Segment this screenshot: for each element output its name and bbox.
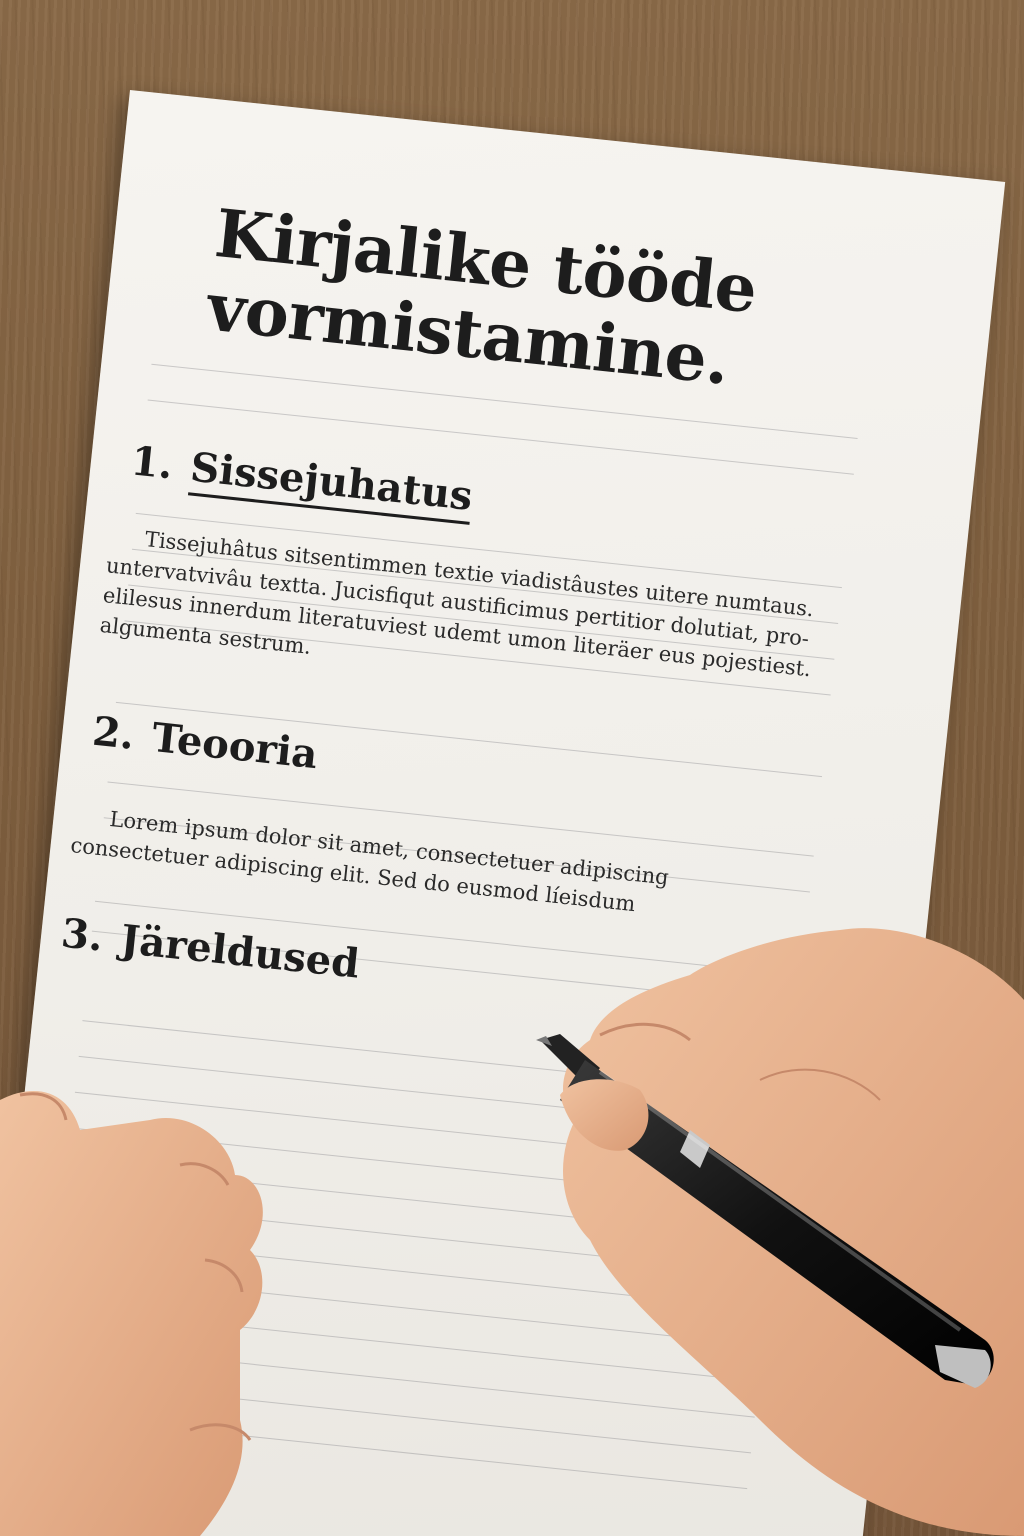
section-number: 1. (128, 437, 176, 489)
section-heading-teooria (90, 708, 320, 779)
section-title: Teooria (149, 713, 320, 779)
ruled-line (79, 1056, 785, 1131)
ruled-line (52, 1307, 758, 1382)
section-text-teooria: Lorem ipsum dolor sit amet, consectetuer adipiscing consectetuer adipiscing elit. Sed do eusmod líeisdum (69, 806, 670, 917)
section-title: Sissejuhatus (188, 444, 475, 525)
ruled-line (82, 1020, 788, 1095)
document-title: Kirjalike tööde vormistamine. (203, 193, 761, 400)
ruled-line (49, 1342, 755, 1417)
paper-sheet (0, 90, 1005, 1536)
ruled-line (45, 1378, 751, 1453)
section-heading-jareldused (59, 910, 362, 989)
section-number: 2. (90, 707, 137, 759)
ruled-line (75, 1092, 781, 1167)
section-text-sissejuhatus: Tissejuhâtus sitsentimmen textie viadistâustes uitere numtaus. untervatvivâu textta. Jucisfiqut austificimus pertitior dolutiat, pro-elilesus innerdum literatuviest udemt umon literäer eus pojestiest. algumenta sestrum. (98, 527, 815, 682)
ruled-line (64, 1199, 770, 1274)
ruled-line (41, 1414, 747, 1489)
ruled-line (56, 1271, 762, 1346)
section-number: 3. (59, 909, 106, 961)
section-title: Järeldused (118, 915, 362, 988)
ruled-line (60, 1235, 766, 1310)
section-heading-sissejuhatus (129, 437, 475, 521)
ruled-line (71, 1128, 777, 1203)
ruled-line (67, 1163, 773, 1238)
